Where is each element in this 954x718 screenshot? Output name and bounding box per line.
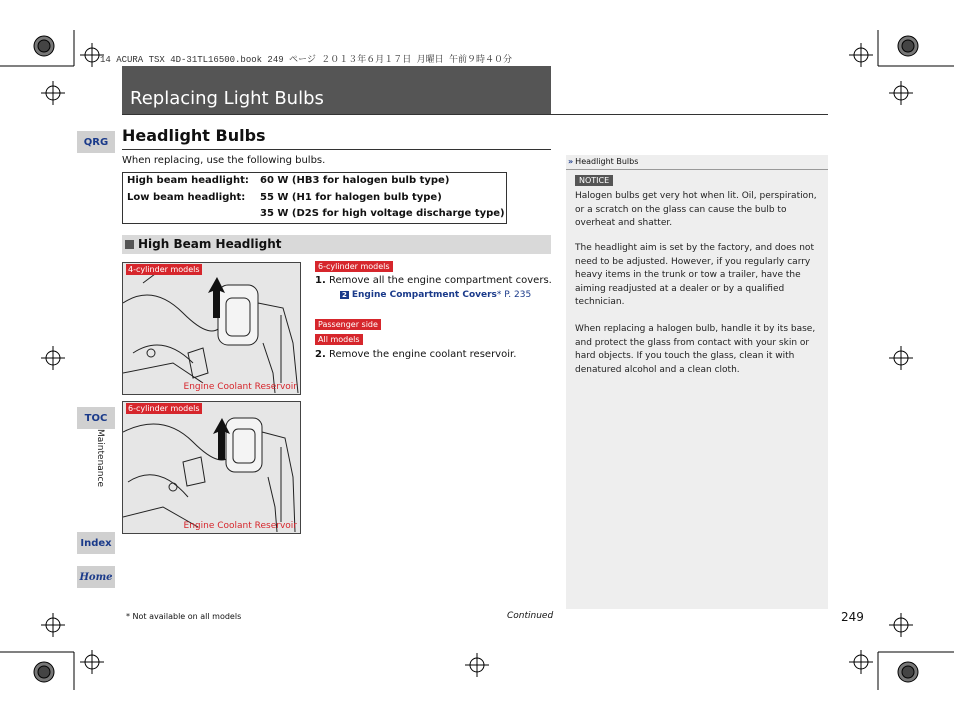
cross-reference-icon: 2 [342, 291, 347, 299]
section-rule [122, 149, 551, 150]
step-1 [315, 275, 552, 286]
index-tab[interactable]: Index [77, 532, 115, 554]
subsection-title: High Beam Headlight [138, 237, 282, 251]
footnote: * Not available on all models [126, 612, 242, 621]
bulb-value: 60 W (HB3 for halogen bulb type) [260, 175, 450, 186]
cross-reference[interactable] [340, 290, 531, 300]
side-paragraph: When replacing a halogen bulb, handle it by its base, and protect the glass from contact with your skin or hard objects. If you touch the glass, clean it with denatured alcohol and a clean cloth. [575, 324, 816, 375]
bulb-value: 35 W (D2S for high voltage discharge type) [260, 208, 505, 219]
side-paragraph: The headlight aim is set by the factory, and does not need to be adjusted. However, if you regularly carry heavy items in the trunk or tow a trailer, have the aiming readjusted at a dealer or by a qualified technician. [575, 243, 814, 307]
bulb-value: 55 W (H1 for halogen bulb type) [260, 192, 442, 203]
chapter-title: Replacing Light Bulbs [130, 88, 324, 109]
title-rule [122, 114, 828, 115]
xref-link[interactable]: Engine Compartment Covers [351, 290, 497, 300]
figure-tag: 4-cylinder models [128, 265, 200, 274]
model-tag: All models [315, 334, 363, 345]
position-tag: Passenger side [315, 319, 381, 330]
bulb-label: High beam headlight: [127, 175, 249, 186]
model-tag: 6-cylinder models [315, 261, 393, 272]
figure-tag: 6-cylinder models [128, 404, 200, 413]
side-panel-heading [566, 155, 828, 170]
chapter-title-bar [122, 66, 551, 114]
qrg-tab[interactable]: QRG [77, 131, 115, 153]
figure-caption: Engine Coolant Reservoir [183, 382, 297, 392]
intro-text: When replacing, use the following bulbs. [122, 155, 326, 166]
home-tab[interactable]: Home [77, 566, 115, 588]
page-number: 249 [841, 610, 864, 624]
figure-6-cylinder [122, 401, 301, 534]
continued-label: Continued [507, 611, 554, 621]
square-bullet-icon [125, 240, 134, 249]
side-paragraph: Halogen bulbs get very hot when lit. Oil, perspiration, or a scratch on the glass can cause the bulb to overheat and shatter. [575, 191, 817, 228]
toc-tab[interactable]: TOC [77, 407, 115, 429]
print-header: 14 ACURA TSX 4D-31TL16500.book 249 ページ ２０１３年６月１７日 月曜日 午前９時４０分 [100, 55, 513, 65]
xref-page[interactable]: P. 235 [504, 290, 532, 300]
side-note-panel [566, 155, 828, 609]
section-side-label: Maintenance [95, 429, 105, 487]
engine-illustration-icon [123, 402, 301, 534]
bulb-label: Low beam headlight: [127, 192, 246, 203]
step-text: Remove all the engine compartment covers. [328, 275, 552, 286]
step-text: Remove the engine coolant reservoir. [328, 349, 517, 360]
side-panel-title: Headlight Bulbs [575, 157, 639, 166]
section-title: Headlight Bulbs [122, 126, 266, 145]
bulb-table [122, 172, 507, 224]
figure-caption: Engine Coolant Reservoir [183, 521, 297, 531]
figure-4-cylinder [122, 262, 301, 395]
engine-illustration-icon [123, 263, 301, 395]
step-number: 2. [315, 349, 326, 360]
subsection-header [122, 235, 551, 254]
step-number: 1. [315, 275, 326, 286]
notice-badge: NOTICE [575, 175, 613, 186]
xref-star: * [496, 290, 502, 300]
step-2 [315, 349, 516, 360]
double-arrow-icon: » [568, 157, 574, 166]
